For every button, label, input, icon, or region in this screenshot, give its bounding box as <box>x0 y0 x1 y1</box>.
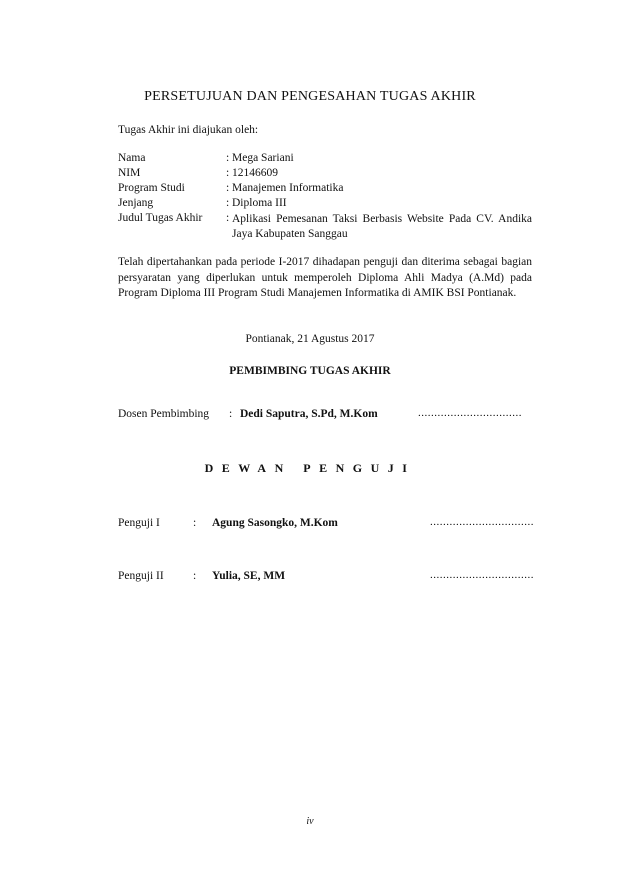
dosen-label: Dosen Pembimbing <box>118 408 210 420</box>
dewan-penguji-heading: DEWAN PENGUJI <box>204 461 416 475</box>
penguji-1-name: Agung Sasongko, M.Kom <box>212 517 338 529</box>
nim-label: NIM <box>118 167 141 179</box>
nama-label: Nama <box>118 152 146 164</box>
nama-value: Mega Sariani <box>232 152 294 164</box>
penguji-2-signature-line: ................................ <box>430 569 534 581</box>
program-studi-colon: : <box>226 182 230 194</box>
nama-colon: : <box>226 152 230 164</box>
place-date: Pontianak, 21 Agustus 2017 <box>245 333 375 345</box>
penguji-1-signature-line: ................................ <box>430 516 534 528</box>
nim-colon: : <box>226 167 230 179</box>
dosen-colon: : <box>229 408 233 420</box>
pembimbing-heading: PEMBIMBING TUGAS AKHIR <box>229 365 391 377</box>
judul-value: Aplikasi Pemesanan Taksi Berbasis Website Pada CV. Andika Jaya Kabupaten Sanggau <box>232 213 532 240</box>
document-title: PERSETUJUAN DAN PENGESAHAN TUGAS AKHIR <box>144 89 476 104</box>
penguji-2-colon: : <box>193 570 197 582</box>
dosen-name: Dedi Saputra, S.Pd, M.Kom <box>240 408 378 420</box>
jenjang-value: Diploma III <box>232 197 287 209</box>
judul-label: Judul Tugas Akhir <box>118 212 203 224</box>
intro-text: Tugas Akhir ini diajukan oleh: <box>118 124 259 136</box>
program-studi-label: Program Studi <box>118 182 185 194</box>
penguji-1-label: Penguji I <box>118 517 160 529</box>
penguji-2-label: Penguji II <box>118 570 164 582</box>
jenjang-colon: : <box>226 197 230 209</box>
program-studi-value: Manajemen Informatika <box>232 182 344 194</box>
approval-paragraph: Telah dipertahankan pada periode I-2017 dihadapan penguji dan diterima sebagai bagian persyaratan yang diperlukan untuk memperoleh Diploma Ahli Madya (A.Md) pada Program Diploma III Program Studi Manajemen Informatika di AMIK BSI Pontianak. <box>118 256 532 299</box>
jenjang-label: Jenjang <box>118 197 154 209</box>
nim-value: 12146609 <box>232 167 278 179</box>
judul-colon: : <box>226 212 230 224</box>
penguji-1-colon: : <box>193 517 197 529</box>
penguji-2-name: Yulia, SE, MM <box>212 570 286 582</box>
page-number: iv <box>306 816 314 827</box>
dosen-signature-line: ................................ <box>418 407 522 419</box>
